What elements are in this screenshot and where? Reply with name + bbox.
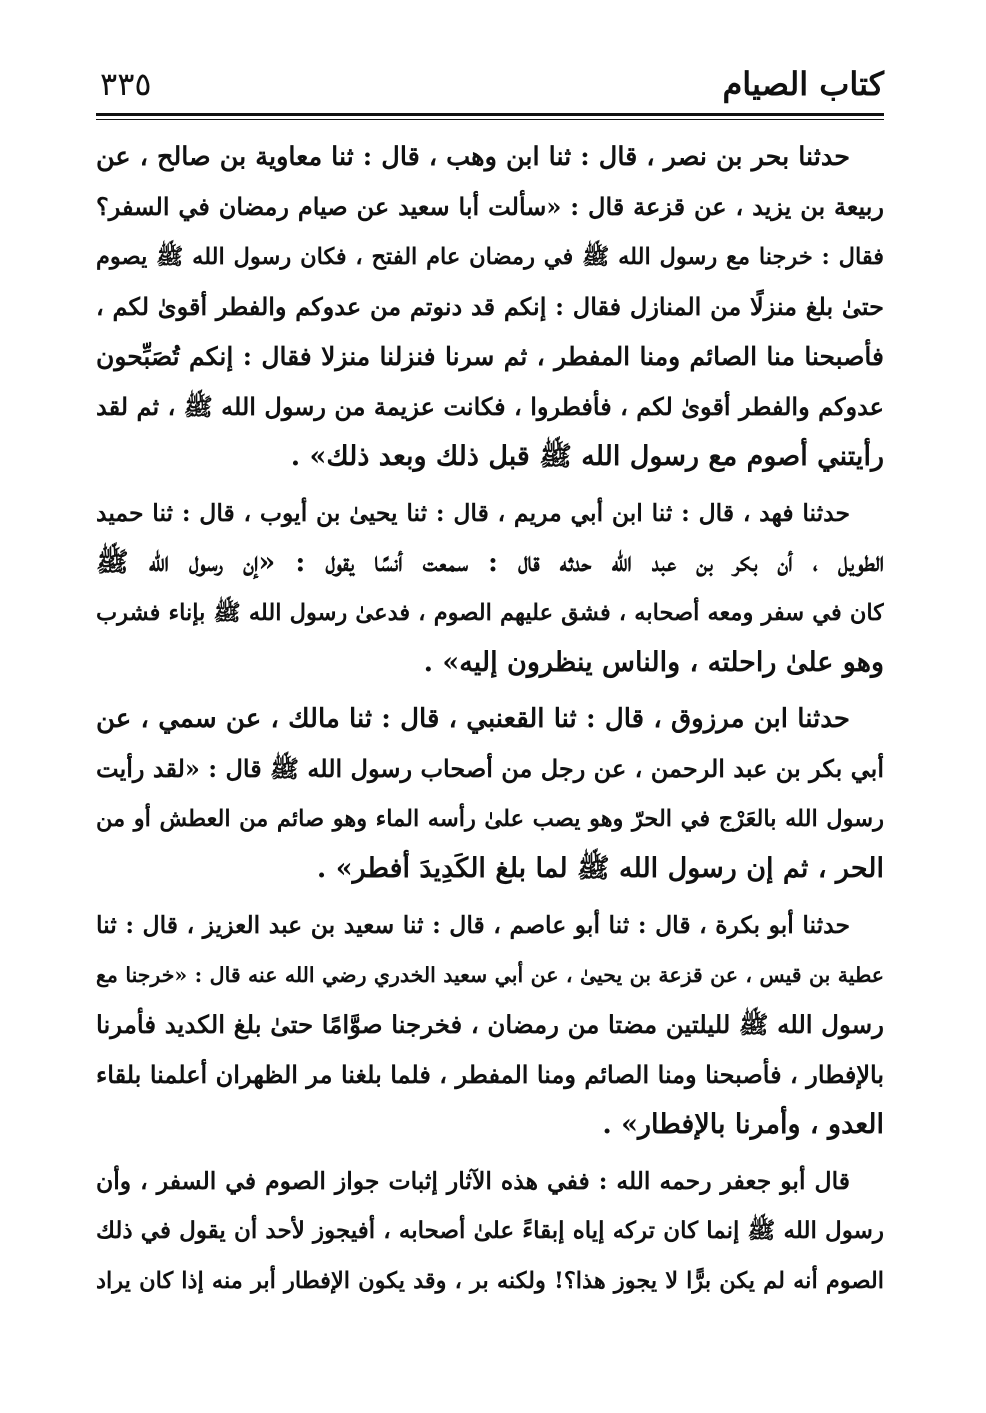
text-line: ربيعة بن يزيد ، عن قزعة قال : «سألت أبا سعيد عن صيام رمضان في السفر؟: [96, 192, 884, 221]
paragraph-3: [96, 694, 884, 894]
text-line: رأيتني أصوم مع رسول الله ﷺ قبل ذلك وبعد ذلك» .: [290, 441, 884, 472]
page-body: [96, 132, 884, 1312]
text-line: حدثنا ابن مرزوق ، قال : ثنا القعنبي ، قال : ثنا مالك ، عن سمي ، عن: [96, 704, 850, 734]
text-line: حدثنا بحر بن نصر ، قال : ثنا ابن وهب ، قال : ثنا معاوية بن صالح ، عن: [96, 142, 850, 172]
paragraph-4: [96, 900, 884, 1150]
header-rule-thick: [96, 113, 884, 116]
text-line: عدوكم والفطر أقوىٰ لكم ، فأفطروا ، فكانت عزيمة من رسول الله ﷺ ، ثم لقد: [96, 392, 884, 421]
text-line: العدو ، وأمرنا بالإفطار» .: [602, 1109, 884, 1140]
header-rule-thin: [96, 119, 884, 120]
text-line: حدثنا فهد ، قال : ثنا ابن أبي مريم ، قال : ثنا يحيىٰ بن أيوب ، قال : ثنا حميد: [96, 499, 850, 527]
text-line: فقال : خرجنا مع رسول الله ﷺ في رمضان عام الفتح ، فكان رسول الله ﷺ يصوم: [96, 244, 884, 270]
text-line: قال أبو جعفر رحمه الله : ففي هذه الآثار إثبات جواز الصوم في السفر ، وأن: [96, 1167, 850, 1195]
text-line: بالإفطار ، فأصبحنا ومنا الصائم ومنا المفطر ، فلما بلغنا مر الظهران أعلمنا بلقاء: [96, 1060, 884, 1089]
text-line: رسول الله بالعَرْج في الحرّ وهو يصب علىٰ رأسه الماء وهو صائم من العطش أو من: [96, 806, 884, 832]
text-line: الحر ، ثم إن رسول الله ﷺ لما بلغ الكَدِيدَ أفطر» .: [316, 853, 884, 884]
page-header: [96, 56, 884, 112]
text-line: عطية بن قيس ، عن قزعة بن يحيىٰ ، عن أبي سعيد الخدري رضي الله عنه قال : «خرجنا مع: [96, 963, 884, 987]
text-line: أبي بكر بن عبد الرحمن ، عن رجل من أصحاب رسول الله ﷺ قال : «لقد رأيت: [96, 754, 884, 783]
text-line: حدثنا أبو بكرة ، قال : ثنا أبو عاصم ، قال : ثنا سعيد بن عبد العزيز ، قال : ثنا: [96, 911, 850, 939]
paragraph-1: [96, 132, 884, 482]
text-line: الطويل ، أن بكر بن عبد الله حدثه قال : سمعت أنسًا يقول : «إن رسول الله ﷺ: [96, 547, 884, 578]
text-line: كان في سفر ومعه أصحابه ، فشق عليهم الصوم ، فدعىٰ رسول الله ﷺ بإناء فشرب: [96, 600, 884, 626]
text-line: وهو علىٰ راحلته ، والناس ينظرون إليه» .: [423, 647, 884, 678]
book-title: كتاب الصيام: [722, 65, 884, 103]
text-line: الصوم أنه لم يكن برًّا لا يجوز هذا؟! ولكنه بر ، وقد يكون الإفطار أبر منه إذا كان يراد: [96, 1268, 884, 1294]
text-line: رسول الله ﷺ لليلتين مضتا من رمضان ، فخرجنا صوَّامًا حتىٰ بلغ الكديد فأمرنا: [96, 1010, 884, 1039]
text-line: رسول الله ﷺ إنما كان تركه إياه إبقاءً علىٰ أصحابه ، أفيجوز لأحد أن يقول في ذلك: [96, 1217, 884, 1244]
text-line: فأصبحنا منا الصائم ومنا المفطر ، ثم سرنا فنزلنا منزلا فقال : إنكم تُصَبِّحون: [96, 342, 884, 371]
text-line: حتىٰ بلغ منزلًا من المنازل فقال : إنكم قد دنوتم من عدوكم والفطر أقوىٰ لكم ،: [96, 292, 884, 321]
page-number: ٣٣٥: [100, 65, 152, 103]
paragraph-2: [96, 488, 884, 688]
paragraph-5: [96, 1156, 884, 1306]
